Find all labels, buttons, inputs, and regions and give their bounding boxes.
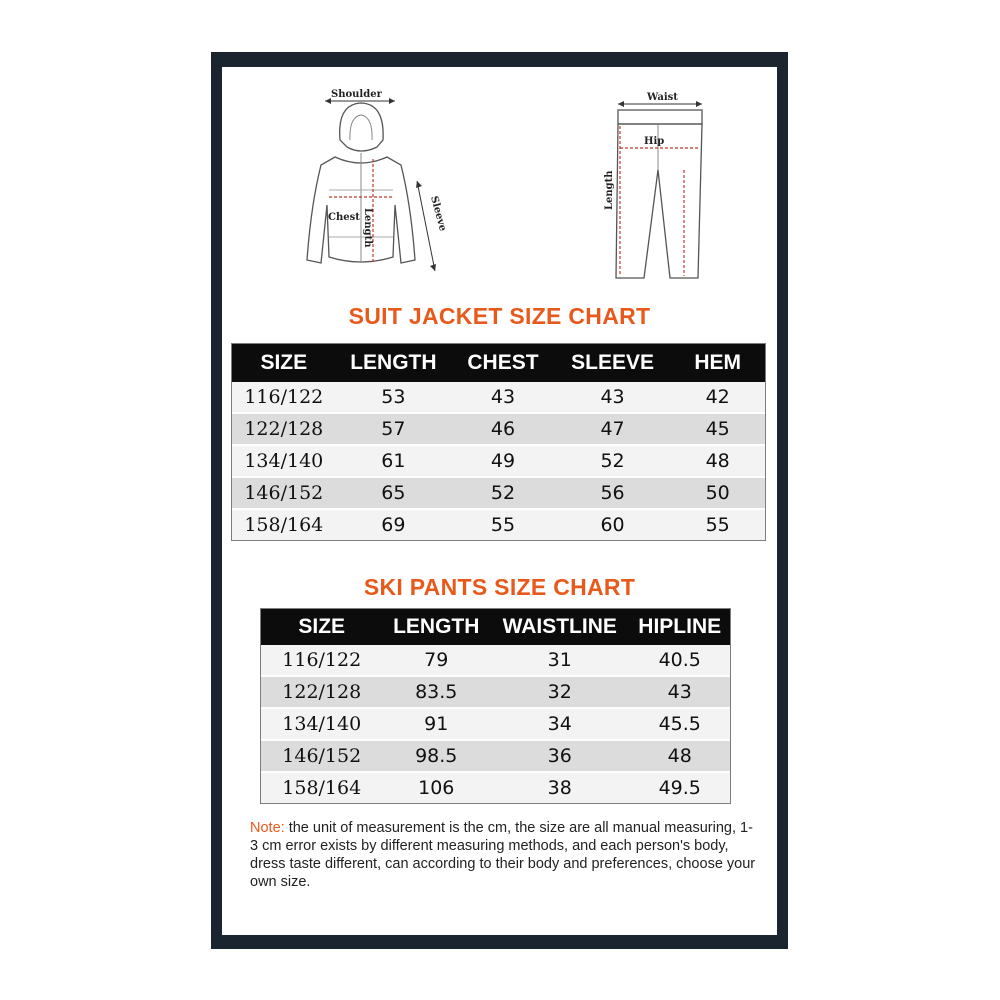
value-cell: 60 bbox=[600, 514, 625, 536]
jacket-length-label: Length bbox=[362, 208, 373, 248]
pants-diagram bbox=[598, 88, 708, 288]
size-cell: 146/152 bbox=[282, 745, 362, 767]
value-cell: 32 bbox=[547, 681, 572, 703]
size-cell: 158/164 bbox=[244, 514, 324, 536]
size-cell: 158/164 bbox=[282, 777, 362, 799]
table-row bbox=[232, 508, 765, 540]
value-cell: 45 bbox=[705, 418, 730, 440]
value-cell: 34 bbox=[547, 713, 572, 735]
chest-label: Chest bbox=[328, 212, 360, 223]
pants-length-label: Length bbox=[604, 170, 615, 210]
jacket-chart-title: SUIT JACKET SIZE CHART bbox=[348, 303, 651, 329]
pants-illustration bbox=[598, 88, 708, 288]
column-header: SIZE bbox=[298, 615, 346, 638]
size-cell: 134/140 bbox=[244, 450, 324, 472]
value-cell: 61 bbox=[381, 450, 406, 472]
value-cell: 31 bbox=[547, 649, 572, 671]
column-header: SIZE bbox=[260, 351, 308, 374]
column-header: WAISTLINE bbox=[502, 615, 617, 638]
column-header: CHEST bbox=[467, 351, 539, 374]
value-cell: 56 bbox=[600, 482, 625, 504]
column-header: LENGTH bbox=[393, 615, 480, 638]
table-row bbox=[261, 707, 730, 739]
value-cell: 45.5 bbox=[658, 713, 701, 735]
value-cell: 106 bbox=[418, 777, 455, 799]
value-cell: 52 bbox=[490, 482, 516, 504]
size-cell: 134/140 bbox=[282, 713, 362, 735]
note-label: Note: bbox=[250, 820, 285, 836]
pants-size-table bbox=[260, 608, 731, 804]
table-header bbox=[261, 609, 730, 645]
value-cell: 43 bbox=[600, 386, 625, 408]
value-cell: 40.5 bbox=[658, 649, 701, 671]
size-cell: 146/152 bbox=[244, 482, 324, 504]
value-cell: 91 bbox=[424, 713, 449, 735]
value-cell: 55 bbox=[490, 514, 516, 536]
table-row bbox=[261, 645, 730, 675]
value-cell: 43 bbox=[490, 386, 516, 408]
value-cell: 69 bbox=[381, 514, 406, 536]
value-cell: 42 bbox=[705, 386, 730, 408]
column-header: HIPLINE bbox=[638, 615, 722, 638]
value-cell: 53 bbox=[381, 386, 406, 408]
value-cell: 57 bbox=[381, 418, 406, 440]
sleeve-label: Sleeve bbox=[428, 194, 449, 233]
value-cell: 43 bbox=[667, 681, 692, 703]
value-cell: 47 bbox=[600, 418, 625, 440]
value-cell: 36 bbox=[547, 745, 572, 767]
pants-chart-title: SKI PANTS SIZE CHART bbox=[363, 574, 636, 600]
value-cell: 83.5 bbox=[415, 681, 458, 703]
table-row bbox=[232, 382, 765, 412]
value-cell: 48 bbox=[667, 745, 692, 767]
table-row bbox=[261, 771, 730, 803]
size-cell: 122/128 bbox=[282, 681, 362, 703]
measurement-note bbox=[250, 819, 760, 891]
column-header: HEM bbox=[694, 351, 741, 374]
value-cell: 65 bbox=[381, 482, 406, 504]
value-cell: 50 bbox=[705, 482, 730, 504]
value-cell: 52 bbox=[600, 450, 625, 472]
value-cell: 48 bbox=[705, 450, 730, 472]
value-cell: 55 bbox=[705, 514, 730, 536]
column-header: SLEEVE bbox=[571, 351, 654, 374]
size-cell: 122/128 bbox=[244, 418, 324, 440]
jacket-illustration bbox=[295, 85, 455, 285]
table-header bbox=[232, 344, 765, 382]
value-cell: 98.5 bbox=[415, 745, 458, 767]
column-header: LENGTH bbox=[350, 351, 437, 374]
size-cell: 116/122 bbox=[244, 386, 324, 408]
table-row bbox=[232, 476, 765, 508]
table-row bbox=[232, 444, 765, 476]
waist-label: Waist bbox=[647, 92, 678, 103]
note-text: the unit of measurement is the cm, the size are all manual measuring, 1-3 cm error exists by different measuring methods, and each person's body, dress taste different, can according to their body and preferences, choose your own size. bbox=[250, 820, 756, 890]
table-row bbox=[232, 412, 765, 444]
value-cell: 49 bbox=[490, 450, 516, 472]
size-cell: 116/122 bbox=[282, 649, 362, 671]
value-cell: 46 bbox=[490, 418, 516, 440]
value-cell: 49.5 bbox=[658, 777, 701, 799]
value-cell: 38 bbox=[547, 777, 572, 799]
jacket-size-table bbox=[231, 343, 766, 541]
shoulder-label: Shoulder bbox=[331, 89, 382, 100]
table-row bbox=[261, 739, 730, 771]
value-cell: 79 bbox=[424, 649, 449, 671]
table-row bbox=[261, 675, 730, 707]
jacket-diagram bbox=[295, 85, 455, 285]
hip-label: Hip bbox=[644, 136, 665, 147]
